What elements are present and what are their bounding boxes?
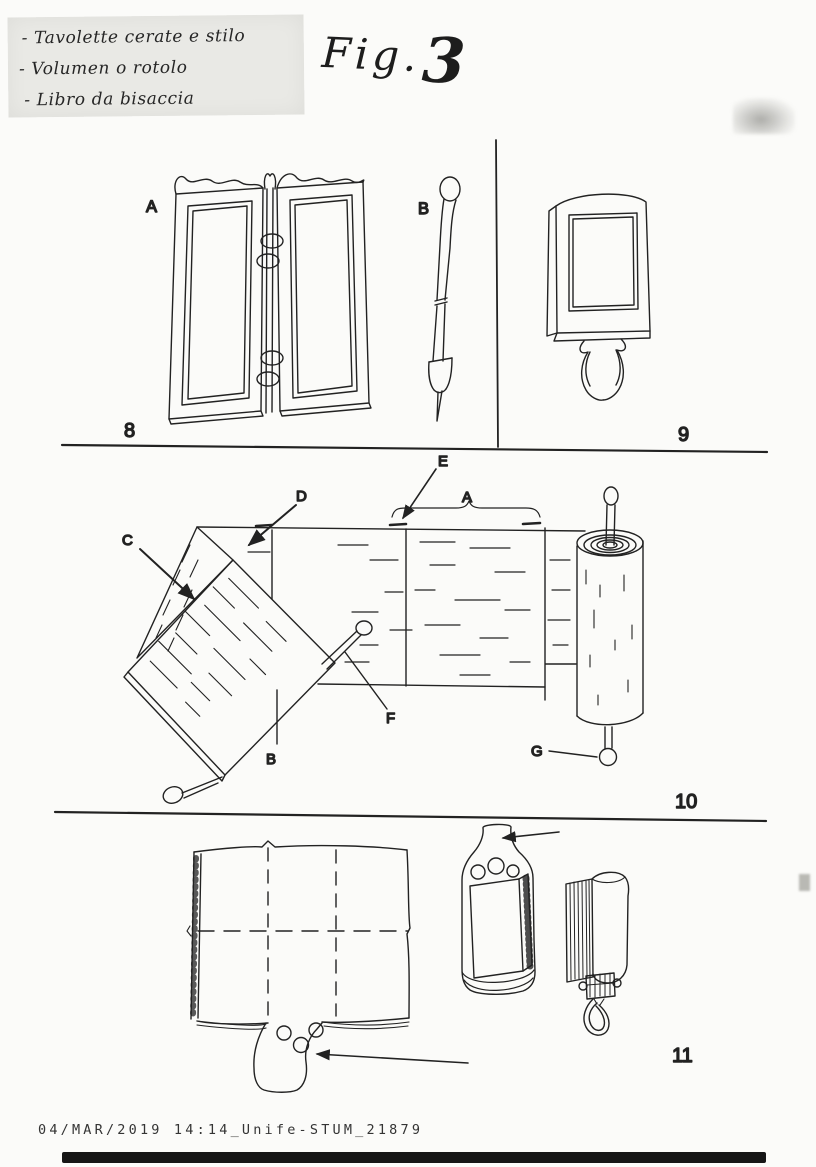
fig8-stylus-drawing <box>429 177 460 421</box>
note-line-tavolette: - Tavolette cerate e stilo <box>21 26 246 49</box>
fig11-number: 11 <box>672 1045 693 1067</box>
fig10-label-b: B <box>266 751 277 768</box>
note-line-volumen: - Volumen o rotolo <box>18 57 188 80</box>
arrow-e <box>403 469 436 518</box>
fig8-label-b: B <box>418 200 430 218</box>
figure-caption-number: 3 <box>420 23 468 99</box>
divider-top <box>62 445 767 452</box>
fig8-number: 8 <box>124 420 136 442</box>
pointer-f <box>345 652 387 709</box>
scan-edge-mark <box>799 874 810 891</box>
fig8-diptych-drawing <box>169 174 371 424</box>
fig11-open-book-drawing <box>187 841 468 1092</box>
scanner-artifact-bar <box>62 1152 766 1163</box>
figure-caption-prefix: Fig. <box>320 27 422 82</box>
fig10-label-f: F <box>386 710 396 727</box>
fig10-label-d: D <box>296 488 307 505</box>
fig10-number: 10 <box>675 791 698 813</box>
fig10-label-a: A <box>462 489 473 506</box>
divider-middle <box>55 812 766 821</box>
scan-timestamp: 04/MAR/2019 14:14_Unife-STUM_21879 <box>38 1122 424 1138</box>
scan-smudge-artifact <box>733 98 795 134</box>
fig9-number: 9 <box>678 424 690 446</box>
note-line-libro: - Libro da bisaccia <box>24 88 195 111</box>
fig10-scroll-drawing <box>124 469 643 806</box>
section-dividers <box>55 140 767 821</box>
fig11-rolled-book-drawing <box>566 872 629 1035</box>
fig9-tablet-drawing <box>547 194 650 400</box>
fig10-label-g: G <box>531 743 543 760</box>
divider-vertical <box>496 140 498 447</box>
fig10-label-e: E <box>438 453 449 470</box>
fig10-label-c: C <box>122 532 133 549</box>
pointer-g <box>549 751 597 757</box>
fig8-label-a: A <box>146 198 158 216</box>
arrow-tab <box>317 1054 468 1063</box>
fig11-girdle-book-drawing <box>462 824 559 994</box>
